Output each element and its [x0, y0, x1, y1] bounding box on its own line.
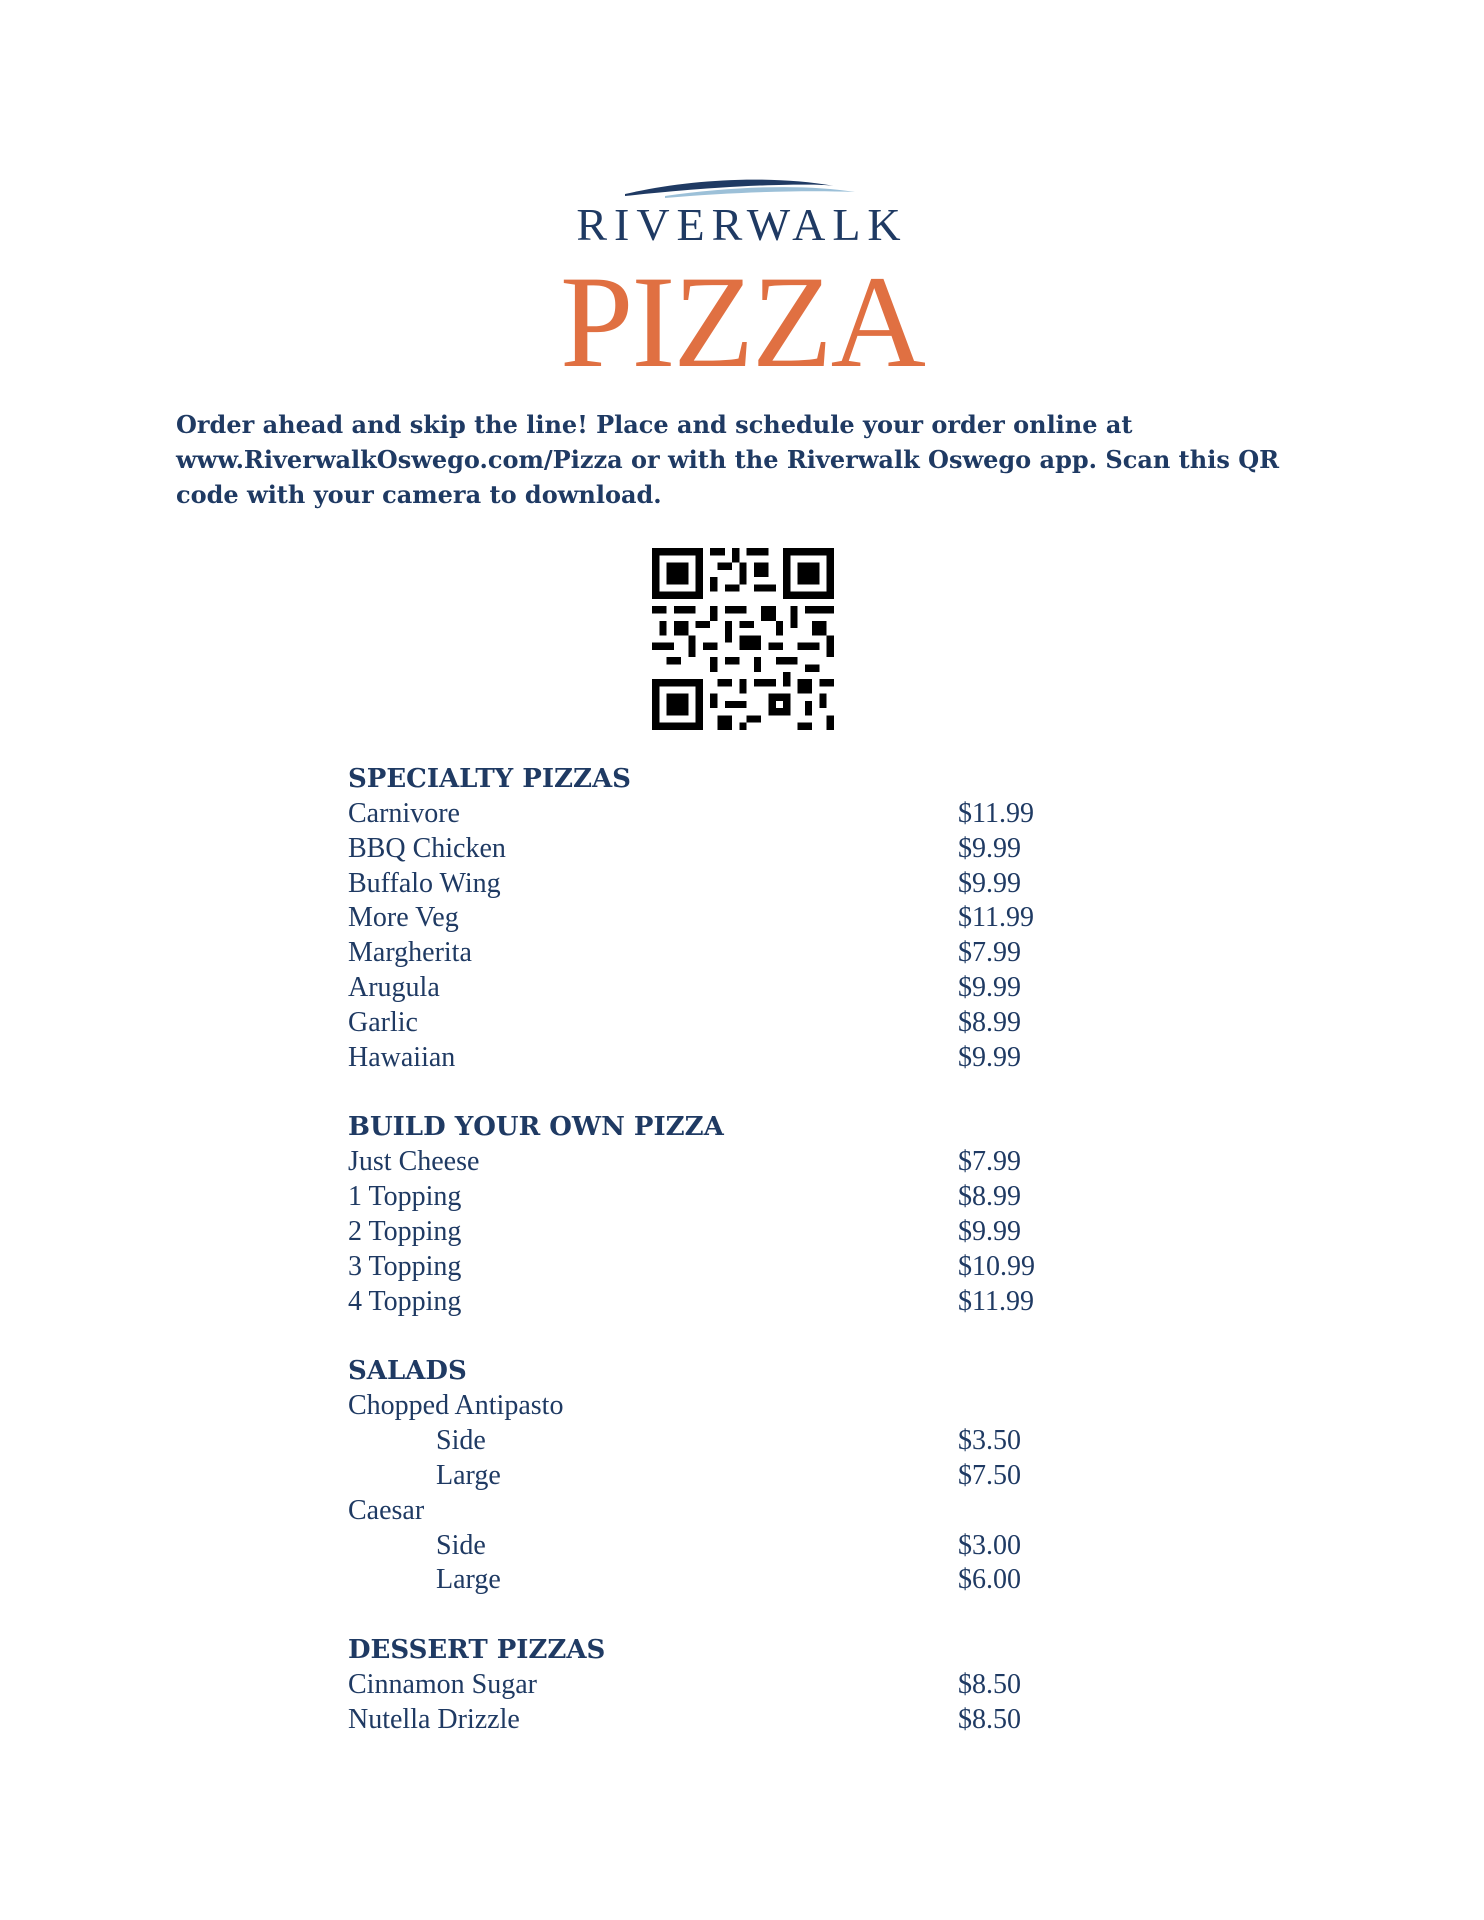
item-name: 2 Topping	[348, 1215, 462, 1247]
section-title: DESSERT PIZZAS	[348, 1635, 606, 1666]
section-title: SPECIALTY PIZZAS	[348, 764, 631, 794]
item-name: Carnivore	[348, 798, 460, 829]
menu-item	[348, 1459, 1068, 1494]
section-title: BUILD YOUR OWN PIZZA	[348, 1112, 724, 1143]
item-name: Chopped Antipasto	[348, 1390, 564, 1422]
item-name: Buffalo Wing	[348, 867, 501, 899]
item-price: $7.99	[958, 1146, 1021, 1178]
item-name: BBQ Chicken	[348, 832, 506, 864]
item-price: $8.50	[958, 1703, 1021, 1735]
salads-section	[348, 1354, 1068, 1598]
item-price: $8.50	[958, 1669, 1021, 1701]
item-name: Caesar	[348, 1494, 425, 1526]
item-price: $10.99	[958, 1250, 1035, 1282]
menu-item	[348, 1006, 1068, 1041]
item-name: Garlic	[348, 1006, 418, 1038]
item-price: $3.00	[958, 1529, 1021, 1561]
item-price: $11.99	[958, 1285, 1034, 1317]
menu-item	[348, 1180, 1068, 1215]
size-name: Large	[436, 1459, 501, 1491]
menu-item	[348, 1424, 1068, 1459]
item-name: 1 Topping	[348, 1181, 462, 1213]
menu-item	[348, 1145, 1068, 1180]
menu-item	[348, 971, 1068, 1006]
qr-code-icon	[652, 548, 834, 730]
menu-item	[348, 1563, 1068, 1598]
section-title: SALADS	[348, 1356, 467, 1387]
size-name: Side	[436, 1425, 486, 1457]
menu-item	[348, 1703, 1068, 1738]
item-price: $11.99	[958, 902, 1034, 934]
item-price: $7.50	[958, 1459, 1021, 1491]
item-name: Hawaiian	[348, 1041, 456, 1073]
menu-item	[348, 1215, 1068, 1250]
item-price: $8.99	[958, 1006, 1021, 1038]
menu-item	[348, 1668, 1068, 1703]
menu-item	[348, 1285, 1068, 1320]
salad-name	[348, 1494, 1068, 1529]
menu-item	[348, 797, 1068, 832]
item-price: $6.00	[958, 1564, 1021, 1596]
size-name: Side	[436, 1529, 486, 1561]
menu-item	[348, 832, 1068, 867]
build-your-own-section	[348, 1110, 1068, 1319]
menu-item	[348, 1041, 1068, 1076]
menu-item	[348, 867, 1068, 902]
item-price: $11.99	[958, 798, 1034, 829]
specialty-pizzas-section	[348, 762, 1068, 1075]
item-name: 3 Topping	[348, 1250, 462, 1282]
menu	[348, 762, 1068, 1773]
item-price: $9.99	[958, 867, 1021, 899]
item-name: Cinnamon Sugar	[348, 1669, 537, 1701]
item-name: More Veg	[348, 902, 459, 934]
size-name: Large	[436, 1564, 501, 1596]
item-price: $8.99	[958, 1181, 1021, 1213]
item-name: Arugula	[348, 971, 440, 1003]
menu-item	[348, 936, 1068, 971]
item-name: Margherita	[348, 937, 472, 969]
menu-item	[348, 901, 1068, 936]
page-title: PIZZA	[560, 248, 924, 395]
item-price: $9.99	[958, 971, 1021, 1003]
item-name: Nutella Drizzle	[348, 1703, 520, 1735]
item-price: $7.99	[958, 937, 1021, 969]
menu-item	[348, 1529, 1068, 1564]
order-ahead-text: Order ahead and skip the line! Place and schedule your order online at www.RiverwalkOswego.com/Pizza or with the Riverwalk Oswego app. Scan this QR code with your camera to download.	[176, 410, 1280, 509]
item-name: 4 Topping	[348, 1285, 462, 1317]
item-price: $9.99	[958, 832, 1021, 864]
menu-item	[348, 1250, 1068, 1285]
item-price: $9.99	[958, 1041, 1021, 1073]
dessert-pizzas-section	[348, 1633, 1068, 1738]
brand-name: RIVERWALK	[576, 199, 908, 250]
item-price: $3.50	[958, 1425, 1021, 1457]
salad-name	[348, 1389, 1068, 1424]
item-name: Just Cheese	[348, 1146, 480, 1178]
item-price: $9.99	[958, 1215, 1021, 1247]
